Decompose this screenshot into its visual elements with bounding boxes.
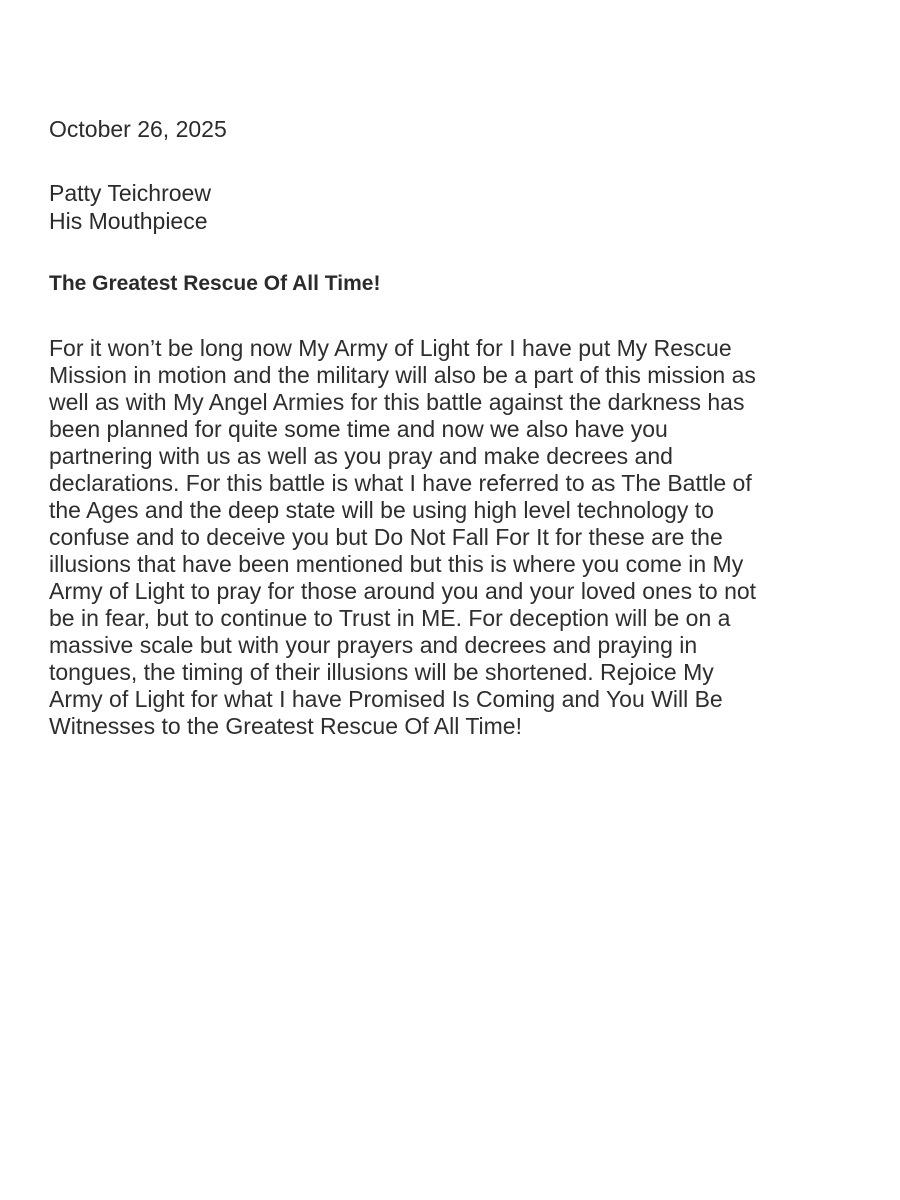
body-line: Army of Light for what I have Promised Is Coming and You Will Be — [49, 686, 723, 712]
body-line: been planned for quite some time and now we also have you — [49, 416, 668, 442]
author-title: His Mouthpiece — [49, 208, 208, 234]
author-block — [49, 179, 211, 235]
body-line: Army of Light to pray for those around you and your loved ones to not — [49, 578, 757, 604]
body-line: massive scale but with your prayers and decrees and praying in — [49, 632, 698, 658]
body-line: partnering with us as well as you pray and make decrees and — [49, 443, 673, 469]
body-line: For it won’t be long now My Army of Light for I have put My Rescue — [49, 335, 732, 361]
body-line: Mission in motion and the military will also be a part of this mission as — [49, 362, 756, 388]
body-line: tongues, the timing of their illusions will be shortened. Rejoice My — [49, 659, 714, 685]
body-line: the Ages and the deep state will be using high level technology to — [49, 497, 714, 523]
letter-body — [49, 335, 879, 740]
body-line: illusions that have been mentioned but this is where you come in My — [49, 551, 744, 577]
author-name: Patty Teichroew — [49, 180, 211, 206]
body-line: be in fear, but to continue to Trust in ME. For deception will be on a — [49, 605, 731, 631]
body-line: well as with My Angel Armies for this battle against the darkness has — [49, 389, 745, 415]
body-line: confuse and to deceive you but Do Not Fall For It for these are the — [49, 524, 723, 550]
body-line: Witnesses to the Greatest Rescue Of All Time! — [49, 713, 522, 739]
letter-title: The Greatest Rescue Of All Time! — [49, 272, 381, 295]
letter-date: October 26, 2025 — [49, 116, 227, 142]
body-line: declarations. For this battle is what I have referred to as The Battle of — [49, 470, 752, 496]
